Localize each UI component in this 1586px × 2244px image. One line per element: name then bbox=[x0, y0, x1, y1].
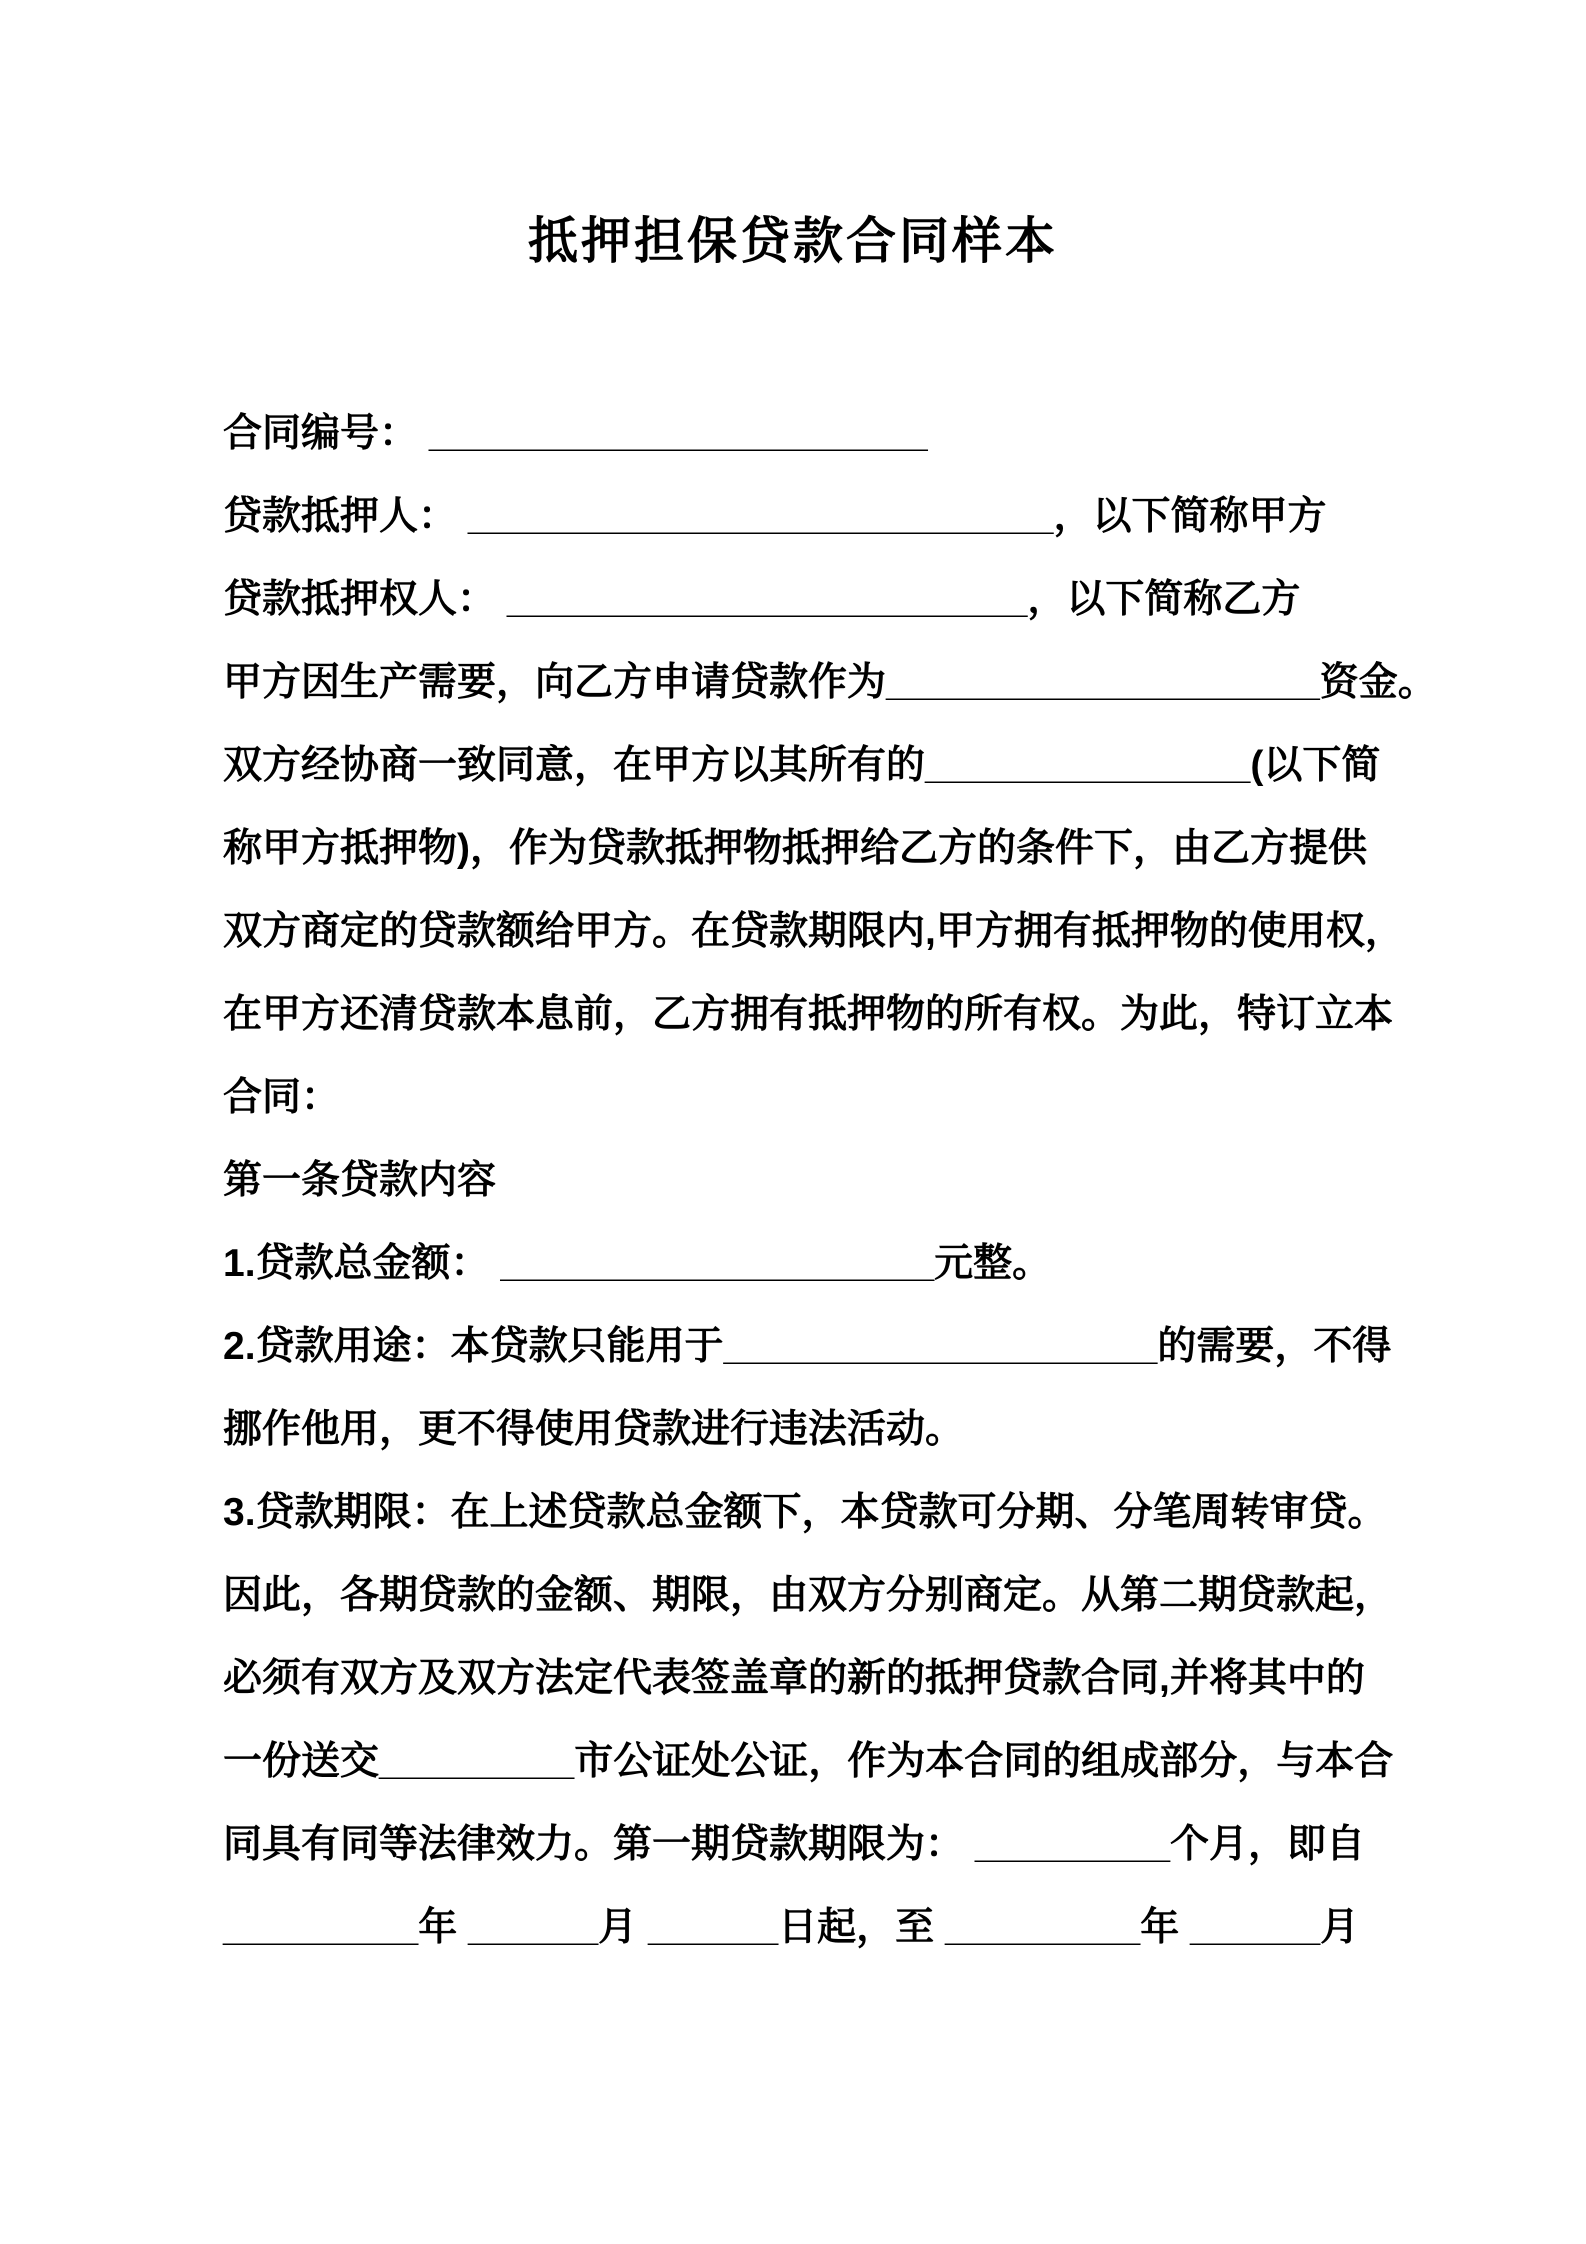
document-body bbox=[223, 392, 1437, 1969]
document-line: 合同编号： _______________________ bbox=[223, 412, 928, 455]
document-line: 一份送交_________市公证处公证，作为本合同的组成部分，与本合 bbox=[223, 1740, 1394, 1783]
document-line: 必须有双方及双方法定代表签盖章的新的抵押贷款合同,并将其中的 bbox=[223, 1657, 1365, 1700]
document-line: 因此，各期贷款的金额、期限，由双方分别商定。从第二期贷款起， bbox=[223, 1574, 1394, 1617]
document-line: 双方商定的贷款额给甲方。在贷款期限内,甲方拥有抵押物的使用权， bbox=[223, 910, 1404, 953]
document-line: _________年 ______月 ______日起，至 _________年 ______月 bbox=[223, 1906, 1360, 1949]
document-line: 在甲方还清贷款本息前，乙方拥有抵押物的所有权。为此，特订立本 bbox=[223, 993, 1394, 1036]
document-line: 甲方因生产需要，向乙方申请贷款作为____________________资金。 bbox=[223, 661, 1437, 704]
document-line: 称甲方抵押物)，作为贷款抵押物抵押给乙方的条件下，由乙方提供 bbox=[223, 827, 1367, 870]
document-line: 挪作他用，更不得使用贷款进行违法活动。 bbox=[223, 1408, 965, 1451]
document-line: 合同： bbox=[223, 1076, 341, 1119]
document-line: 2.贷款用途：本贷款只能用于____________________的需要，不得 bbox=[223, 1325, 1392, 1368]
document-line: 第一条贷款内容 bbox=[223, 1159, 497, 1202]
document-line: 双方经协商一致同意，在甲方以其所有的_______________(以下简 bbox=[223, 744, 1381, 787]
document-line: 贷款抵押人： ___________________________，以下简称甲方 bbox=[223, 495, 1327, 538]
document-title: 抵押担保贷款合同样本 bbox=[528, 213, 1058, 269]
document-line: 1.贷款总金额： ____________________元整。 bbox=[223, 1242, 1052, 1285]
document-line: 同具有同等法律效力。第一期贷款期限为： _________个月，即自 bbox=[223, 1823, 1366, 1866]
document-line: 3.贷款期限：在上述贷款总金额下，本贷款可分期、分笔周转审贷。 bbox=[223, 1491, 1387, 1534]
document-line: 贷款抵押权人： ________________________，以下简称乙方 bbox=[223, 578, 1301, 621]
